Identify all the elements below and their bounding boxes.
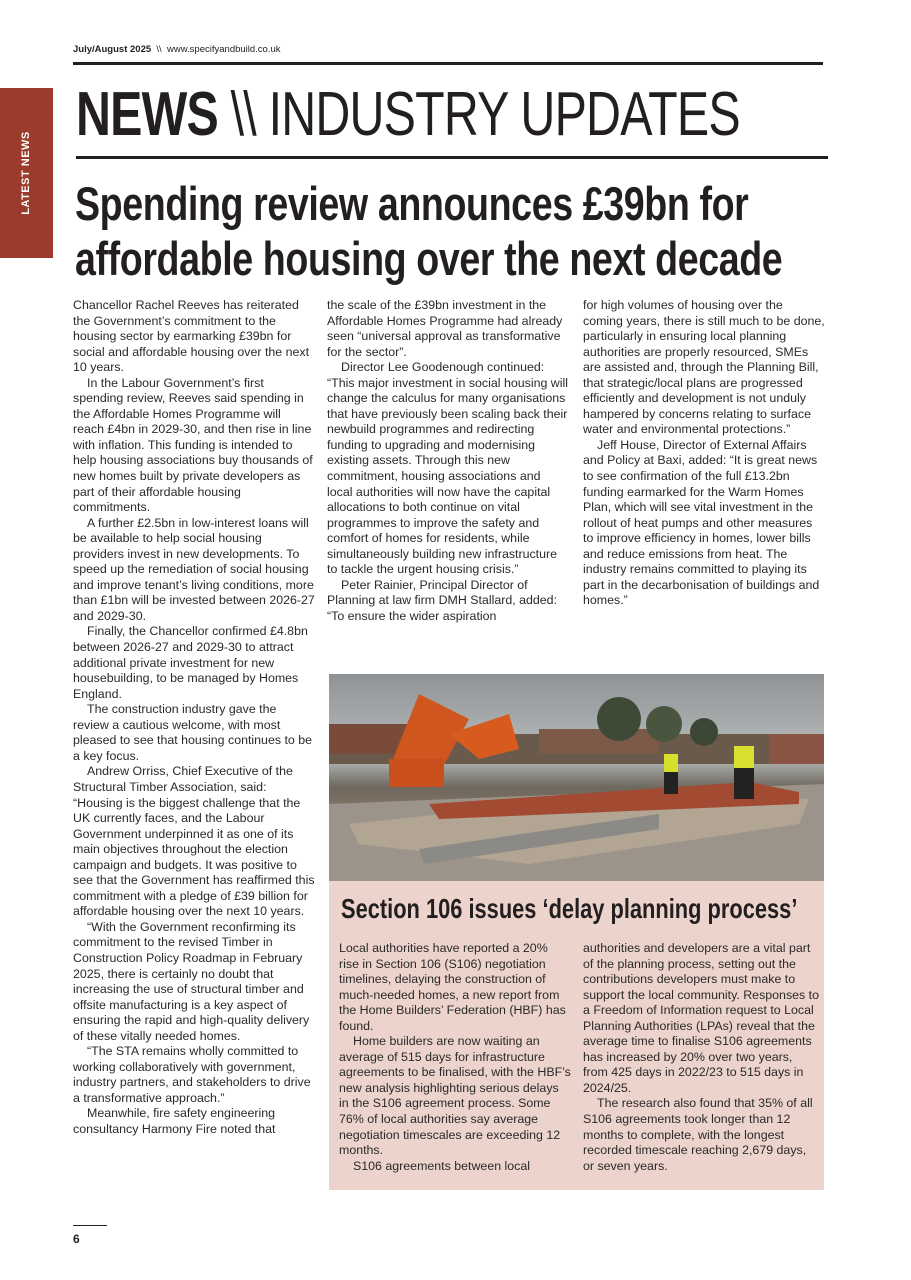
- paragraph: In the Labour Government’s first spending review, Reeves said spending in the Affordable Homes Programme will reach £4bn in 2029-30, and then rise in line with inflation. This funding is intended to help housing associations buy thousands of new homes built by private developers as part of their affordable housing commitments.: [73, 375, 313, 515]
- paragraph: Director Lee Goodenough continued: “This major investment in social housing will change the calculus for many organisations that have previously been scaling back their newbuild programmes and redirecting funding to upgrading and modernising existing assets. Through this new commitment, housing associations and local authorities will now have the capital allocations to both continue on vital programmes to improve the safety and comfort of homes for residents, while simultaneously building new infrastructure to tackle the urgent housing crisis.”: [327, 360, 569, 577]
- construction-site-photo: [329, 674, 824, 881]
- section-rule: [76, 156, 828, 159]
- article-column-1: [73, 298, 315, 1138]
- sidebar-story-title: Section 106 issues ‘delay planning process’: [341, 893, 798, 924]
- top-rule: [73, 62, 823, 65]
- headline: [75, 176, 782, 286]
- paragraph: The construction industry gave the review a cautious welcome, with most pleased to see that housing continues to be a key focus.: [73, 702, 313, 763]
- paragraph: Meanwhile, fire safety engineering consultancy Harmony Fire noted that: [73, 1106, 276, 1136]
- paragraph: Chancellor Rachel Reeves has reiterated the Government’s commitment to the housing sector by earmarking £39bn for social and affordable housing over the next 10 years.: [73, 298, 310, 375]
- paragraph: Home builders are now waiting an average of 515 days for infrastructure agreements to be finalised, with the HBF’s new analysis highlighting serious delays in the S106 agreement process. Some 76% of local authorities say average negotiation timescales are exceeding 12 months.: [339, 1034, 571, 1158]
- headline-line: Spending review announces £39bn for: [75, 177, 749, 230]
- paragraph: Peter Rainier, Principal Director of Planning at law firm DMH Stallard, added: “To ensure the wider aspiration: [327, 577, 558, 623]
- page-number: 6: [73, 1232, 80, 1246]
- sidebar-story-column-2: [583, 941, 819, 1174]
- paragraph: Local authorities have reported a 20% rise in Section 106 (S106) negotiation timelines, delaying the construction of much-needed homes, a new report from the Home Builders’ Federation (HBF) has found.: [339, 941, 566, 1033]
- page-number-rule: [73, 1225, 107, 1226]
- side-tab-label: LATEST NEWS: [20, 131, 32, 215]
- paragraph: Finally, the Chancellor confirmed £4.8bn between 2026-27 and 2029-30 to attract additional private investment for new housebuilding, to be managed by Homes England.: [73, 624, 308, 701]
- paragraph: Jeff House, Director of External Affairs and Policy at Baxi, added: “It is great news to see confirmation of the full £13.2bn funding earmarked for the Warm Homes Plan, which will see vital investment in the rollout of heat pumps and other measures to improve efficiency in homes, lower bills and reduce emissions from heat. The industry remains committed to playing its part in the decarbonisation of buildings and homes.”: [583, 437, 820, 608]
- paragraph: for high volumes of housing over the coming years, there is still much to be done, particularly in ensuring local planning authorities are properly resourced, SMEs are assisted and, through the Planning Bill, that strategic/local plans are progressed efficiently and development is not unduly hampered by concerns relating to surface water and environmental protections.”: [583, 298, 825, 437]
- paragraph: the scale of the £39bn investment in the Affordable Homes Programme had already seen “universal approval as transformative for the sector”.: [327, 298, 563, 359]
- headline-line: affordable housing over the next decade: [75, 232, 783, 285]
- website-link[interactable]: www.specifyandbuild.co.uk: [166, 44, 281, 55]
- separator: \\: [156, 44, 162, 55]
- sidebar-story-column-1: [339, 941, 571, 1174]
- photo-illustration: [329, 674, 824, 881]
- issue-date: July/August 2025: [73, 44, 152, 55]
- paragraph: The research also found that 35% of all S106 agreements took longer than 12 months to complete, with the longest recorded timescale reaching 2,679 days, or seven years.: [583, 1096, 813, 1173]
- paragraph: Andrew Orriss, Chief Executive of the Structural Timber Association, said: “Housing is the biggest challenge that the UK currently faces, and the Labour Government underpinned it as one of its main objectives throughout the election campaign and budgets. It was positive to see that the Government has reaffirmed this commitment with a pledge of £39 billion for affordable housing over the next 10 years.: [73, 764, 315, 919]
- paragraph: “With the Government reconfirming its commitment to the revised Timber in Construction Policy Roadmap in February 2025, there is certainly no doubt that increasing the use of structural timber and offsite manufacturing is a key aspect of ensuring the rapid and high-quality delivery of these vitally needed homes.: [73, 919, 310, 1043]
- section-rest: \\ INDUSTRY UPDATES: [217, 80, 740, 149]
- section-title: [76, 80, 740, 150]
- article-column-2: [327, 298, 569, 624]
- paragraph: A further £2.5bn in low-interest loans will be available to help social housing providers invest in new developments. To speed up the remediation of social housing and improve tenant’s living conditions, more than £1bn will be invested between 2026-27 and 2029-30.: [73, 515, 315, 623]
- paragraph: authorities and developers are a vital part of the planning process, setting out the contributions developers must make to support the local community. Responses to a Freedom of Information request to Local Planning Authorities (LPAs) reveal that the average time to finalise S106 agreements has increased by 20% over two years, from 425 days in 2022/23 to 515 days in 2024/25.: [583, 941, 819, 1095]
- issue-header: [73, 44, 281, 55]
- section-bold: NEWS: [76, 80, 218, 149]
- article-column-3: [583, 298, 825, 609]
- side-tab: [0, 88, 53, 258]
- paragraph: S106 agreements between local: [353, 1158, 531, 1173]
- paragraph: “The STA remains wholly committed to working collaboratively with government, industry partners, and stakeholders to drive a transformative approach.”: [73, 1044, 311, 1105]
